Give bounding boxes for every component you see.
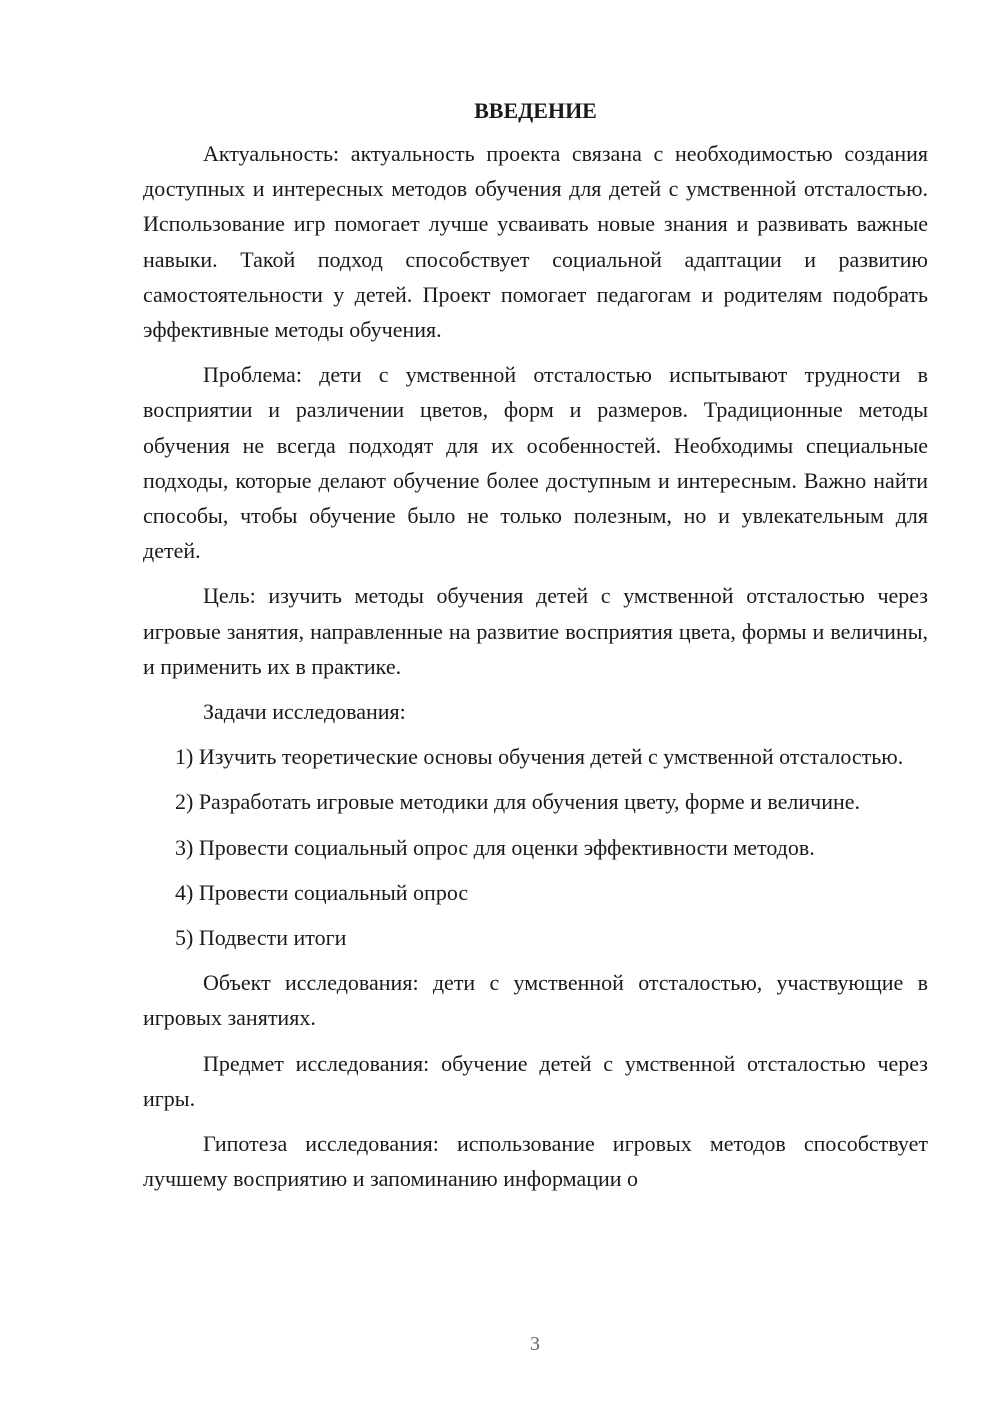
goal-paragraph: Цель: изучить методы обучения детей с умственной отсталостью через игровые занятия, направленные на развитие восприятия цвета, формы и величины, и применить их в практике.	[143, 583, 928, 679]
task-item: 2) Разработать игровые методики для обучения цвету, форме и величине.	[175, 789, 861, 815]
page-content	[143, 96, 928, 1206]
task-item: 1) Изучить теоретические основы обучения детей с умственной отсталостью.	[175, 744, 904, 770]
subject-paragraph: Предмет исследования: обучение детей с умственной отсталостью через игры.	[143, 1050, 928, 1111]
hypothesis-paragraph: Гипотеза исследования: использование игровых методов способствует лучшему восприятию и запоминанию информации о	[143, 1131, 928, 1192]
page-number: 3	[530, 1333, 540, 1355]
problem-paragraph: Проблема: дети с умственной отсталостью испытывают трудности в восприятии и различении цветов, форм и размеров. Традиционные методы обучения не всегда подходят для их особенностей. Необходимы специальные подходы, которые делают обучение более доступным и интересным. Важно найти способы, чтобы обучение было не только полезным, но и увлекательным для детей.	[143, 362, 928, 564]
tasks-title: Задачи исследования:	[203, 699, 406, 725]
task-item: 4) Провести социальный опрос	[175, 879, 469, 905]
section-heading: ВВЕДЕНИЕ	[474, 98, 597, 123]
relevance-paragraph: Актуальность: актуальность проекта связана с необходимостью создания доступных и интересных методов обучения для детей с умственной отсталостью. Использование игр помогает лучше усваивать новые знания и развивать важные навыки. Такой подход способствует социальной адаптации и развитию самостоятельности у детей. Проект помогает педагогам и родителям подобрать эффективные методы обучения.	[143, 141, 928, 343]
task-item: 5) Подвести итоги	[175, 925, 347, 951]
task-item: 3) Провести социальный опрос для оценки эффективности методов.	[175, 834, 815, 860]
object-paragraph: Объект исследования: дети с умственной отсталостью, участвующие в игровых занятиях.	[143, 970, 928, 1031]
